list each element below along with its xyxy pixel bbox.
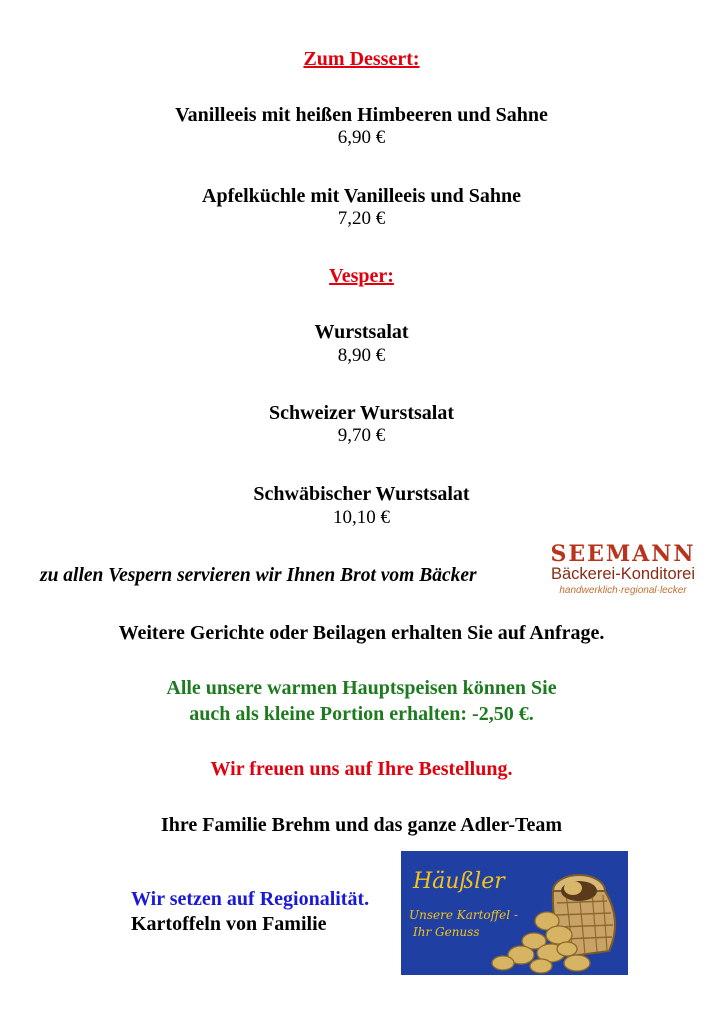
further-dishes-note: Weitere Gerichte oder Beilagen erhalten Sie auf Anfrage.	[118, 622, 605, 644]
haeussler-logo	[401, 851, 628, 975]
seemann-logo-tagline: handwerklich·regional·lecker	[559, 585, 687, 596]
dessert-item-2-price: 7,20 €	[337, 208, 386, 229]
regional-line1: Wir setzen auf Regionalität.	[131, 888, 370, 910]
vesper-heading: Vesper:	[329, 265, 394, 287]
dessert-item-1-price: 6,90 €	[337, 127, 386, 148]
vesper-item-1-name: Wurstsalat	[314, 321, 409, 343]
dessert-item-1-name: Vanilleeis mit heißen Himbeeren und Sahne	[175, 104, 548, 126]
portion-note-line2: auch als kleine Portion erhalten: -2,50 €.	[189, 703, 534, 725]
seemann-logo	[545, 541, 701, 601]
haeussler-logo-tagline1: Unsere Kartoffel -	[409, 908, 518, 922]
dessert-item-2-name: Apfelküchle mit Vanilleeis und Sahne	[202, 185, 521, 207]
seemann-logo-name: SEEMANN	[550, 541, 696, 567]
vesper-item-3-name: Schwäbischer Wurstsalat	[253, 483, 470, 505]
seemann-logo-subtitle: Bäckerei-Konditorei	[551, 565, 695, 583]
regional-line2: Kartoffeln von Familie	[131, 913, 327, 935]
vesper-item-3-price: 10,10 €	[333, 507, 390, 528]
portion-note-line1: Alle unsere warmen Hauptspeisen können Sie	[166, 677, 557, 699]
dessert-heading: Zum Dessert:	[303, 48, 420, 70]
haeussler-logo-tagline2: Ihr Genuss	[413, 925, 480, 939]
vesper-item-2-name: Schweizer Wurstsalat	[269, 402, 454, 424]
order-note: Wir freuen uns auf Ihre Bestellung.	[210, 758, 513, 780]
haeussler-logo-name: Häußler	[413, 869, 505, 894]
signature: Ihre Familie Brehm und das ganze Adler-Team	[160, 814, 563, 836]
vesper-item-2-price: 9,70 €	[337, 425, 386, 446]
vesper-item-1-price: 8,90 €	[337, 345, 386, 366]
bread-note: zu allen Vespern servieren wir Ihnen Brot vom Bäcker	[40, 565, 477, 586]
